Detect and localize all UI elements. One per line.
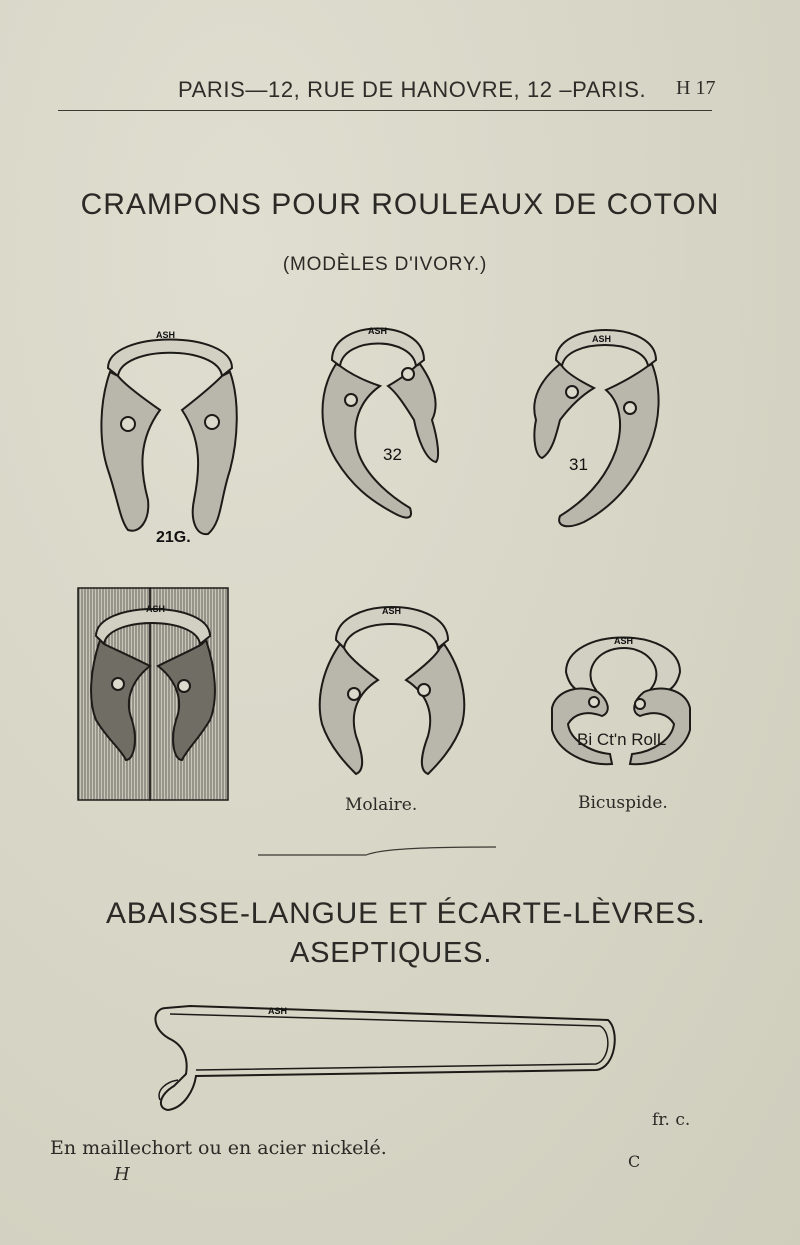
clamp-21g-illustration xyxy=(101,330,236,546)
page-number: H 17 xyxy=(676,77,716,99)
clamp-teeth-brand: ASH xyxy=(146,604,166,614)
tool-brand: ASH xyxy=(268,1006,288,1016)
clamp-bicuspid-illustration xyxy=(552,636,690,764)
caption-molaire: Molaire. xyxy=(345,795,418,815)
page-header-address: PARIS—12, RUE DE HANOVRE, 12 –PARIS. xyxy=(178,77,647,102)
clamp-32-illustration xyxy=(323,326,439,518)
section-title-crampons: CRAMPONS POUR ROULEAUX DE COTON xyxy=(80,188,720,221)
clamp-31-illustration xyxy=(534,330,658,526)
product-code: H xyxy=(114,1164,130,1185)
tongue-depressor-illustration xyxy=(155,1006,614,1110)
clamp-21g-number: 21G. xyxy=(156,529,191,546)
clamp-on-teeth-illustration xyxy=(78,588,228,800)
clamp-31-brand: ASH xyxy=(592,334,612,344)
product-price: C xyxy=(628,1152,641,1171)
clamp-21g-brand: ASH xyxy=(156,330,176,340)
clamp-31-number: 31 xyxy=(569,455,588,474)
section-title-abaisse-langue: ABAISSE-LANGUE ET ÉCARTE-LÈVRES. xyxy=(106,897,706,930)
clamp-bicuspid-stamp: Bi Ct'n RolL xyxy=(577,730,667,749)
price-column-header: fr. c. xyxy=(652,1110,691,1130)
section-subtitle-ivory: (MODÈLES D'IVORY.) xyxy=(282,254,488,275)
product-description: En maillechort ou en acier nickelé. xyxy=(50,1137,387,1159)
clamp-molar-illustration xyxy=(320,606,465,774)
caption-bicuspide: Bicuspide. xyxy=(578,793,668,813)
section-title-aseptiques: ASEPTIQUES. xyxy=(290,937,493,969)
clamp-32-number: 32 xyxy=(383,445,402,464)
clamp-molar-brand: ASH xyxy=(382,606,402,616)
section-divider xyxy=(258,845,496,859)
clamp-bicuspid-brand: ASH xyxy=(614,636,634,646)
clamp-32-brand: ASH xyxy=(368,326,388,336)
